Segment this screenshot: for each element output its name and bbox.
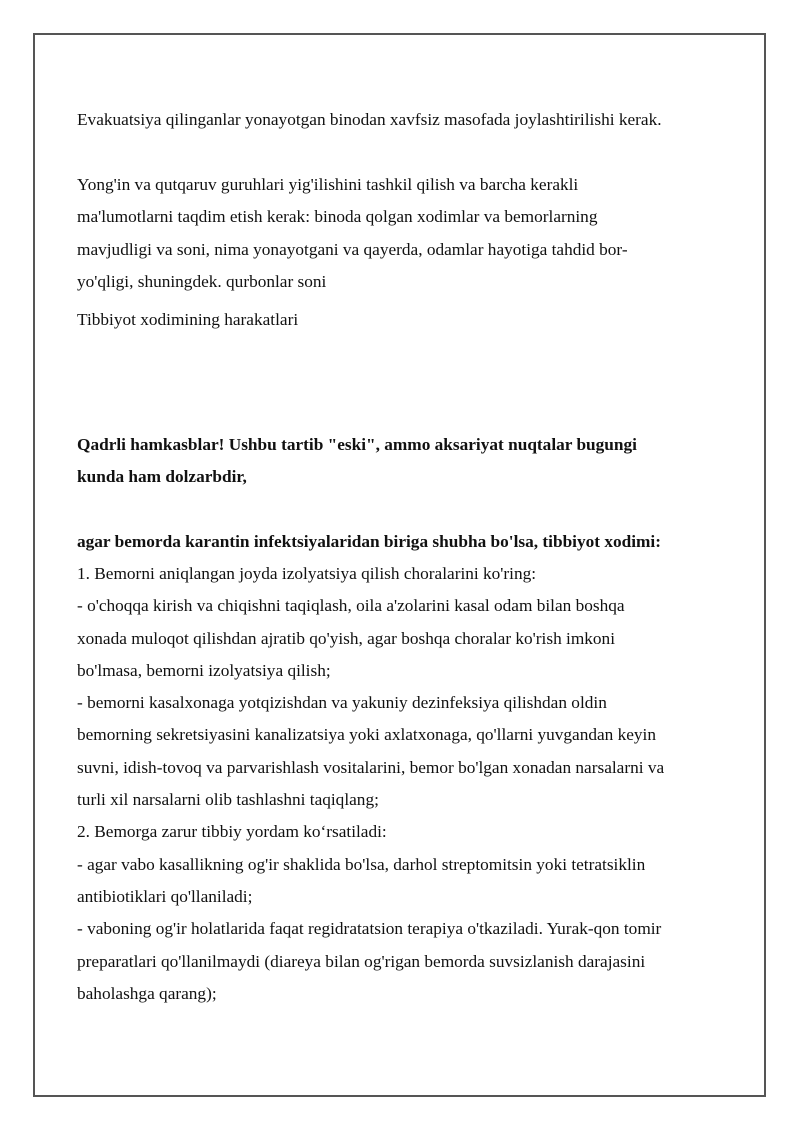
text-line: suvni, idish-tovoq va parvarishlash vositalarini, bemor bo'lgan xonadan narsalarni va [77, 757, 665, 777]
text-line: Tibbiyot xodimining harakatlari [77, 310, 299, 329]
text-line: preparatlari qo'llanilmaydi (diareya bilan og'rigan bemorda suvsizlanish darajasini [77, 951, 646, 971]
text-line: mavjudligi va soni, nima yonayotgani va qayerda, odamlar hayotiga tahdid bor- [77, 239, 628, 259]
text-line: yo'qligi, shuningdek. qurbonlar soni [77, 271, 327, 291]
paragraph-evacuation [77, 104, 662, 136]
section-heading-medical-actions [77, 304, 298, 336]
list-item: - vaboning og'ir holatlarida faqat regidratatsion terapiya o'tkaziladi. Yurak-qon tomir [77, 919, 662, 939]
paragraph-quarantine-intro [77, 526, 661, 558]
text-line: turli xil narsalarni olib tashlashni taqiqlang; [77, 790, 379, 810]
list-item: 1. Bemorni aniqlangan joyda izolyatsiya qilish choralarini ko'ring: [77, 564, 537, 583]
text-line: kunda ham dolzarbdir, [77, 467, 247, 487]
text-line: bemorning sekretsiyasini kanalizatsiya yoki axlatxonaga, qo'llarni yuvgandan keyin [77, 725, 656, 745]
paragraph-rescue-teams [77, 169, 628, 298]
text-line: Evakuatsiya qilinganlar yonayotgan binodan xavfsiz masofada joylashtirilishi kerak. [77, 110, 662, 129]
text-line: bo'lmasa, bemorni izolyatsiya qilish; [77, 660, 331, 680]
text-line: Yong'in va qutqaruv guruhlari yig'ilishini tashkil qilish va barcha kerakli [77, 175, 579, 194]
text-line: agar bemorda karantin infektsiyalaridan biriga shubha bo'lsa, tibbiyot xodimi: [77, 532, 661, 551]
text-line: ma'lumotlarni taqdim etish kerak: binoda qolgan xodimlar va bemorlarning [77, 207, 598, 227]
text-line: baholashga qarang); [77, 983, 217, 1003]
list-item: - o'choqqa kirish va chiqishni taqiqlash, oila a'zolarini kasal odam bilan boshqa [77, 596, 625, 616]
paragraph-colleagues-note [77, 429, 637, 494]
list-medical-steps [77, 558, 664, 1010]
list-item: 2. Bemorga zarur tibbiy yordam ko‘rsatiladi: [77, 822, 387, 842]
list-item: - agar vabo kasallikning og'ir shaklida bo'lsa, darhol streptomitsin yoki tetratsiklin [77, 854, 646, 874]
list-item: - bemorni kasalxonaga yotqizishdan va yakuniy dezinfeksiya qilishdan oldin [77, 693, 607, 713]
text-line: xonada muloqot qilishdan ajratib qo'yish, agar boshqa choralar ko'rish imkoni [77, 628, 615, 648]
text-line: antibiotiklari qo'llaniladi; [77, 886, 253, 906]
text-line: Qadrli hamkasblar! Ushbu tartib "eski", ammo aksariyat nuqtalar bugungi [77, 435, 637, 454]
